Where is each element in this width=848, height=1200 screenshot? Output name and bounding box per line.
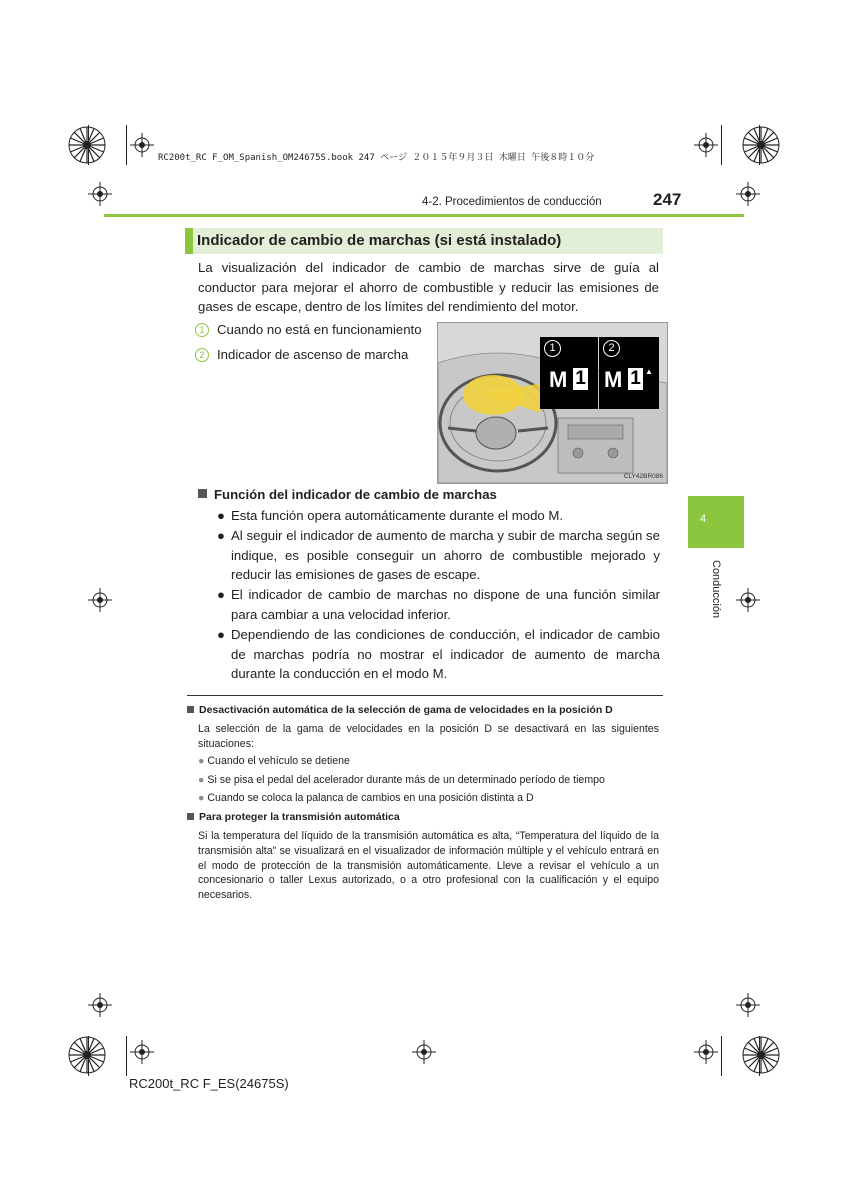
note-text: La selección de la gama de velocidades en la posición D se desactivará en las siguientes situaciones: bbox=[198, 723, 659, 750]
crosshair-mark-icon bbox=[412, 1040, 436, 1064]
registration-target-icon bbox=[740, 124, 782, 166]
square-bullet-icon bbox=[198, 489, 207, 498]
legend-number: 2 bbox=[195, 348, 209, 362]
figure-code: CLY42BR086 bbox=[623, 473, 663, 480]
bullet-dot-icon: ● bbox=[198, 792, 205, 804]
list-item: ● Esta función opera automáticamente durante el modo M. bbox=[217, 506, 660, 526]
crosshair-mark-icon bbox=[694, 133, 718, 157]
notes-rule bbox=[187, 695, 663, 696]
panel-number: 1 bbox=[544, 340, 561, 357]
chapter-label: Conducción bbox=[710, 560, 722, 619]
gear-number-label: 1 bbox=[628, 368, 643, 390]
function-heading: Función del indicador de cambio de marchas bbox=[198, 487, 497, 502]
note-text: Si la temperatura del líquido de la transmisión automática es alta, “Temperatura del líquido de la transmisión alta” se visualizará en el visualizador de información múltiple y el vehículo entrará en el modo de protección de la transmisión automáticamente. Lleve a revisar el vehículo a un concesionario o taller Lexus autorizado, o a otro profesional con la cualificación y el equipo necesarios. bbox=[198, 830, 659, 902]
footer-code: RC200t_RC F_ES(24675S) bbox=[129, 1076, 289, 1091]
list-item: ● Al seguir el indicador de aumento de marcha y subir de marcha según se indique, es posible conseguir un ahorro de combustible mejorado y reducir las emisiones de gases de escape. bbox=[217, 527, 660, 583]
crosshair-mark-icon bbox=[88, 588, 112, 612]
bullet-dot-icon: ● bbox=[198, 755, 205, 767]
registration-target-icon bbox=[66, 124, 108, 166]
note-bullet: ● Si se pisa el pedal del acelerador durante más de un determinado período de tiempo bbox=[198, 774, 605, 786]
gear-mode-label: M bbox=[549, 367, 568, 392]
header-rule bbox=[104, 214, 744, 217]
intro-paragraph: La visualización del indicador de cambio de marchas sirve de guía al conductor para mejorar el ahorro de combustible y reducir las emisiones de gases de escape, dentro de los límites del rendimiento del motor. bbox=[198, 260, 659, 314]
crop-line bbox=[126, 1036, 127, 1076]
upshift-arrow-icon: ▲ bbox=[645, 367, 653, 376]
square-bullet-icon bbox=[187, 813, 194, 820]
crosshair-mark-icon bbox=[736, 182, 760, 206]
crosshair-mark-icon bbox=[130, 133, 154, 157]
crosshair-mark-icon bbox=[130, 1040, 154, 1064]
bullet-dot-icon: ● bbox=[217, 587, 225, 603]
gear-mode-label: M bbox=[604, 367, 623, 392]
bullet-dot-icon: ● bbox=[217, 626, 225, 642]
crosshair-mark-icon bbox=[736, 588, 760, 612]
list-item: ● El indicador de cambio de marchas no dispone de una función similar para cambiar a una velocidad inferior. bbox=[217, 587, 660, 622]
crop-line bbox=[721, 1036, 722, 1076]
gear-number-label: 1 bbox=[573, 368, 588, 390]
note-bullet: ● Cuando se coloca la palanca de cambios en una posición distinta a D bbox=[198, 792, 534, 804]
registration-target-icon bbox=[740, 1034, 782, 1076]
legend-item-1 bbox=[195, 322, 422, 337]
bullet-dot-icon: ● bbox=[217, 527, 225, 543]
note-heading: Para proteger la transmisión automática bbox=[187, 811, 400, 823]
legend-label: Cuando no está en funcionamiento bbox=[217, 322, 422, 337]
crop-line bbox=[759, 125, 760, 165]
crop-line bbox=[88, 125, 89, 165]
registration-target-icon bbox=[66, 1034, 108, 1076]
chapter-number: 4 bbox=[700, 513, 707, 525]
panel-number: 2 bbox=[603, 340, 620, 357]
crosshair-mark-icon bbox=[88, 993, 112, 1017]
bullet-dot-icon: ● bbox=[198, 774, 205, 786]
file-info: RC200t_RC F_OM_Spanish_OM24675S.book 247 ページ ２０１５年９月３日 木曜日 午後８時１０分 bbox=[158, 153, 595, 163]
crop-line bbox=[126, 125, 127, 165]
indicator-panel-2 bbox=[599, 337, 659, 409]
crosshair-mark-icon bbox=[88, 182, 112, 206]
dashboard-figure bbox=[437, 322, 668, 484]
note-heading: Desactivación automática de la selección de gama de velocidades en la posición D bbox=[187, 704, 613, 716]
crosshair-mark-icon bbox=[736, 993, 760, 1017]
list-item: ● Dependiendo de las condiciones de conducción, el indicador de cambio de marchas podría no mostrar el indicador de aumento de marcha durante la conducción en el modo M. bbox=[217, 626, 660, 682]
legend-item-2 bbox=[195, 347, 408, 362]
crosshair-mark-icon bbox=[694, 1040, 718, 1064]
note-bullet: ● Cuando el vehículo se detiene bbox=[198, 755, 350, 767]
indicator-panel-1 bbox=[540, 337, 598, 409]
page-title: Indicador de cambio de marchas (si está instalado) bbox=[197, 232, 562, 249]
square-bullet-icon bbox=[187, 706, 194, 713]
legend-number: 1 bbox=[195, 323, 209, 337]
crop-line bbox=[88, 1036, 89, 1076]
section-header: 4-2. Procedimientos de conducción bbox=[422, 196, 602, 208]
bullet-dot-icon: ● bbox=[217, 508, 225, 523]
crop-line bbox=[721, 125, 722, 165]
crop-line bbox=[759, 1036, 760, 1076]
function-bullets bbox=[217, 506, 660, 684]
chapter-tab bbox=[688, 496, 744, 548]
page-number: 247 bbox=[653, 190, 682, 209]
legend-label: Indicador de ascenso de marcha bbox=[217, 347, 409, 362]
